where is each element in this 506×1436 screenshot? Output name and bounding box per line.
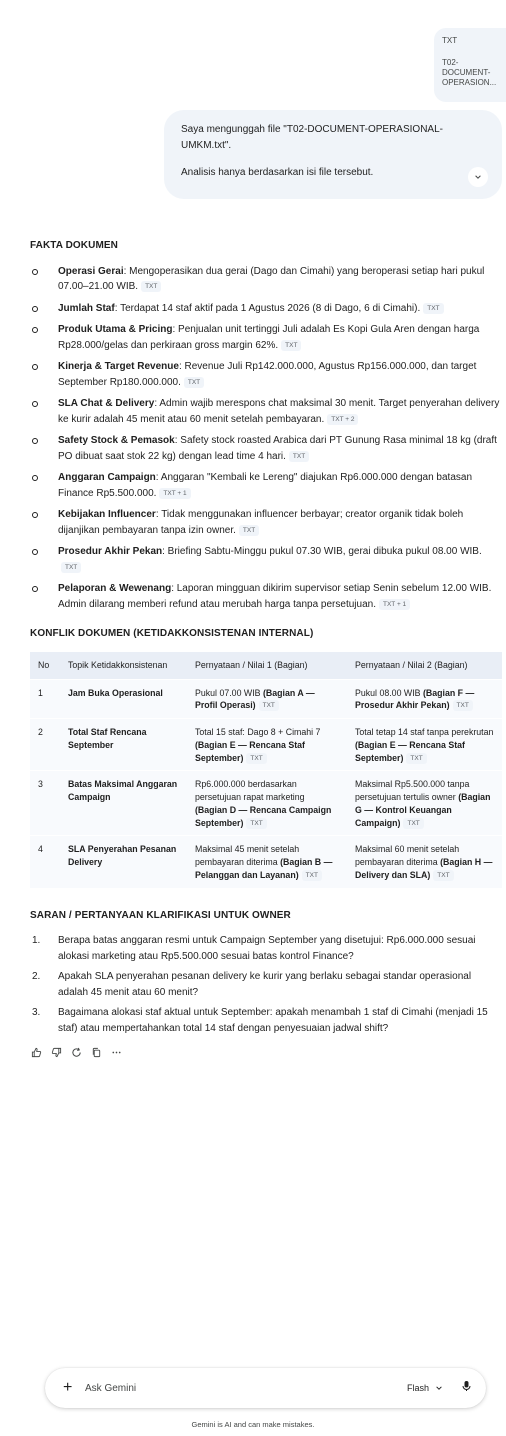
- cell-topic: Jam Buka Operasional: [60, 679, 187, 719]
- suggestion-text: Berapa batas anggaran resmi untuk Campaign September yang disetujui: Rp6.000.000 sesuai alokasi marketing atau Rp5.500.000 sesuai batas kontrol Finance?: [58, 935, 476, 962]
- list-item: [30, 322, 502, 353]
- cell-statement-2: Maksimal Rp5.500.000 tanpa persetujuan tertulis owner (Bagian G — Kontrol Keuangan Campaign) TXT: [347, 771, 502, 836]
- list-item: [30, 396, 502, 427]
- source-chip[interactable]: TXT + 1: [159, 488, 190, 499]
- table-row: [30, 719, 502, 771]
- microphone-icon[interactable]: [461, 1379, 472, 1397]
- prompt-composer[interactable]: [45, 1368, 486, 1408]
- cell-no: 3: [30, 771, 60, 836]
- column-header: Pernyataan / Nilai 1 (Bagian): [195, 659, 308, 670]
- file-type-label: TXT: [442, 36, 458, 45]
- source-chip[interactable]: TXT: [239, 525, 259, 536]
- list-item: [30, 969, 502, 1000]
- user-message-line: Saya mengunggah file "T02-DOCUMENT-OPERASIONAL-UMKM.txt".: [181, 124, 443, 151]
- fact-text: : Penjualan unit tertinggi Juli adalah Es Kopi Gula Aren dengan harga Rp28.000/gelas dan perkiraan gross margin 62%.: [58, 324, 480, 351]
- column-header: No: [38, 659, 50, 670]
- list-item: [30, 933, 502, 964]
- copy-icon[interactable]: [90, 1046, 102, 1058]
- source-chip[interactable]: TXT: [403, 818, 423, 829]
- thumbs-up-icon[interactable]: [30, 1046, 42, 1058]
- cell-statement-1: Total 15 staf: Dago 8 + Cimahi 7 (Bagian E — Rencana Staf September) TXT: [187, 719, 347, 771]
- add-icon[interactable]: +: [63, 1379, 73, 1396]
- fact-text: : Tidak menggunakan influencer berbayar; creator organik tidak boleh dijanjikan pembayaran tanpa izin owner.: [58, 509, 464, 536]
- list-item: [30, 1005, 502, 1036]
- cell-topic: Total Staf Rencana September: [60, 719, 187, 771]
- table-row: [30, 771, 502, 836]
- user-message-bubble: [164, 110, 502, 199]
- fact-label: Kinerja & Target Revenue: [58, 361, 179, 372]
- table-row: [30, 679, 502, 719]
- cell-topic: SLA Penyerahan Pesanan Delivery: [60, 836, 187, 888]
- source-chip[interactable]: TXT: [281, 340, 301, 351]
- fact-text: : Safety stock roasted Arabica dari PT Gunung Rasa minimal 18 kg (draft PO dibuat saat stok 22 kg) dengan lead time 4 hari.: [58, 435, 497, 462]
- facts-heading: FAKTA DOKUMEN: [30, 240, 118, 251]
- suggestion-text: Bagaimana alokasi staf aktual untuk September: apakah menambah 1 staf di Cimahi (menjadi 15 staf) atau mempertahankan total 14 staf dengan penyesuaian jadwal shift?: [58, 1007, 488, 1034]
- item-number: 3.: [32, 1007, 41, 1019]
- suggestions-heading: SARAN / PERTANYAAN KLARIFIKASI UNTUK OWNER: [30, 909, 291, 921]
- cell-statement-1: Maksimal 45 menit setelah pembayaran diterima (Bagian B — Pelanggan dan Layanan) TXT: [187, 836, 347, 888]
- cell-statement-2: Pukul 08.00 WIB (Bagian F — Prosedur Akhir Pekan) TXT: [347, 679, 502, 719]
- column-header: Pernyataan / Nilai 2 (Bagian): [355, 659, 468, 670]
- fact-text: : Revenue Juli Rp142.000.000, Agustus Rp156.000.000, dan target September Rp180.000.000.: [58, 361, 477, 388]
- item-number: 2.: [32, 971, 41, 983]
- list-item: [30, 581, 502, 612]
- fact-text: : Admin wajib merespons chat maksimal 30 menit. Target penyerahan delivery ke kurir adalah 45 menit atau 60 menit setelah pembayaran.: [58, 398, 500, 425]
- list-item: [30, 301, 502, 317]
- cell-statement-1: Rp6.000.000 berdasarkan persetujuan rapat marketing (Bagian D — Rencana Campaign September) TXT: [187, 771, 347, 836]
- conflicts-heading: KONFLIK DOKUMEN (KETIDAKKONSISTENAN INTERNAL): [30, 628, 314, 639]
- user-message-line: Analisis hanya berdasarkan isi file tersebut.: [181, 167, 374, 178]
- cell-statement-2: Total tetap 14 staf tanpa perekrutan (Bagian E — Rencana Staf September) TXT: [347, 719, 502, 771]
- source-chip[interactable]: TXT: [289, 451, 309, 462]
- expand-message-button[interactable]: [468, 167, 488, 187]
- source-chip[interactable]: TXT: [433, 870, 453, 881]
- fact-label: Operasi Gerai: [58, 265, 124, 277]
- fact-label: Jumlah Staf: [58, 302, 115, 314]
- fact-text: : Mengoperasikan dua gerai (Dago dan Cimahi) yang beroperasi setiap hari pukul 07.00–21.00 WIB.: [58, 265, 485, 292]
- chevron-down-icon: [435, 1384, 443, 1392]
- source-chip[interactable]: TXT: [246, 818, 266, 829]
- source-chip[interactable]: TXT: [246, 753, 266, 764]
- fact-text: : Terdapat 14 staf aktif pada 1 Agustus 2026 (8 di Dago, 6 di Cimahi).: [114, 302, 421, 314]
- model-label: Flash: [406, 1383, 429, 1393]
- cell-no: 4: [30, 836, 60, 888]
- disclaimer-text: Gemini is AI and can make mistakes.: [191, 1420, 315, 1429]
- conflicts-table: [30, 652, 502, 888]
- source-chip[interactable]: TXT: [302, 870, 322, 881]
- uploaded-file-chip[interactable]: [434, 28, 506, 102]
- fact-text: : Laporan mingguan dikirim supervisor setiap Senin sebelum 12.00 WIB. Admin dilarang memberi refund atau merubah harga tanpa persetujuan.: [58, 583, 492, 610]
- cell-statement-1: Pukul 07.00 WIB (Bagian A — Profil Operasi) TXT: [187, 679, 347, 719]
- thumbs-down-icon[interactable]: [50, 1046, 62, 1058]
- source-chip[interactable]: TXT + 1: [379, 599, 410, 610]
- cell-topic: Batas Maksimal Anggaran Campaign: [60, 771, 187, 836]
- regenerate-icon[interactable]: [70, 1046, 82, 1058]
- fact-label: Kebijakan Influencer: [58, 509, 156, 520]
- source-chip[interactable]: TXT: [259, 700, 279, 711]
- fact-text: : Briefing Sabtu-Minggu pukul 07.30 WIB, gerai dibuka pukul 08.00 WIB.: [162, 546, 482, 557]
- list-item: [30, 507, 502, 538]
- suggestions-list: [30, 933, 502, 1036]
- source-chip[interactable]: TXT: [61, 562, 81, 573]
- facts-list: [30, 264, 502, 613]
- cell-statement-2: Maksimal 60 menit setelah pembayaran diterima (Bagian H — Delivery dan SLA) TXT: [347, 836, 502, 888]
- fact-label: Safety Stock & Pemasok: [58, 435, 175, 446]
- table-row: [30, 836, 502, 888]
- response-actions: [30, 1046, 502, 1058]
- cell-no: 2: [30, 719, 60, 771]
- list-item: [30, 470, 502, 501]
- source-chip[interactable]: TXT: [423, 303, 443, 314]
- suggestion-text: Apakah SLA penyerahan pesanan delivery ke kurir yang berlaku sebagai standar operasional adalah 45 menit atau 60 menit?: [58, 971, 472, 998]
- model-selector[interactable]: [407, 1383, 443, 1393]
- fact-label: Anggaran Campaign: [58, 472, 156, 483]
- source-chip[interactable]: TXT: [184, 377, 204, 388]
- column-header: Topik Ketidakkonsistenan: [68, 659, 168, 670]
- more-options-icon[interactable]: [110, 1046, 122, 1058]
- item-number: 1.: [32, 935, 41, 947]
- source-chip[interactable]: TXT: [406, 753, 426, 764]
- cell-no: 1: [30, 679, 60, 719]
- table-header-row: [30, 652, 502, 680]
- list-item: [30, 264, 502, 295]
- fact-text: : Anggaran "Kembali ke Lereng" diajukan Rp6.000.000 dengan batasan Finance Rp5.500.000.: [58, 472, 473, 499]
- file-name: T02-DOCUMENT-OPERASION...: [442, 58, 497, 87]
- fact-label: Pelaporan & Wewenang: [58, 583, 172, 594]
- list-item: [30, 359, 502, 390]
- prompt-input[interactable]: Ask Gemini: [85, 1382, 137, 1394]
- fact-label: Prosedur Akhir Pekan: [58, 546, 163, 557]
- list-item: [30, 433, 502, 464]
- source-chip[interactable]: TXT + 2: [327, 414, 358, 425]
- fact-label: Produk Utama & Pricing: [58, 324, 173, 335]
- model-response: [30, 238, 502, 1058]
- list-item: [30, 544, 502, 575]
- chevron-down-icon: [474, 173, 482, 181]
- source-chip[interactable]: TXT: [141, 281, 161, 292]
- fact-label: SLA Chat & Delivery: [58, 398, 155, 409]
- source-chip[interactable]: TXT: [453, 700, 473, 711]
